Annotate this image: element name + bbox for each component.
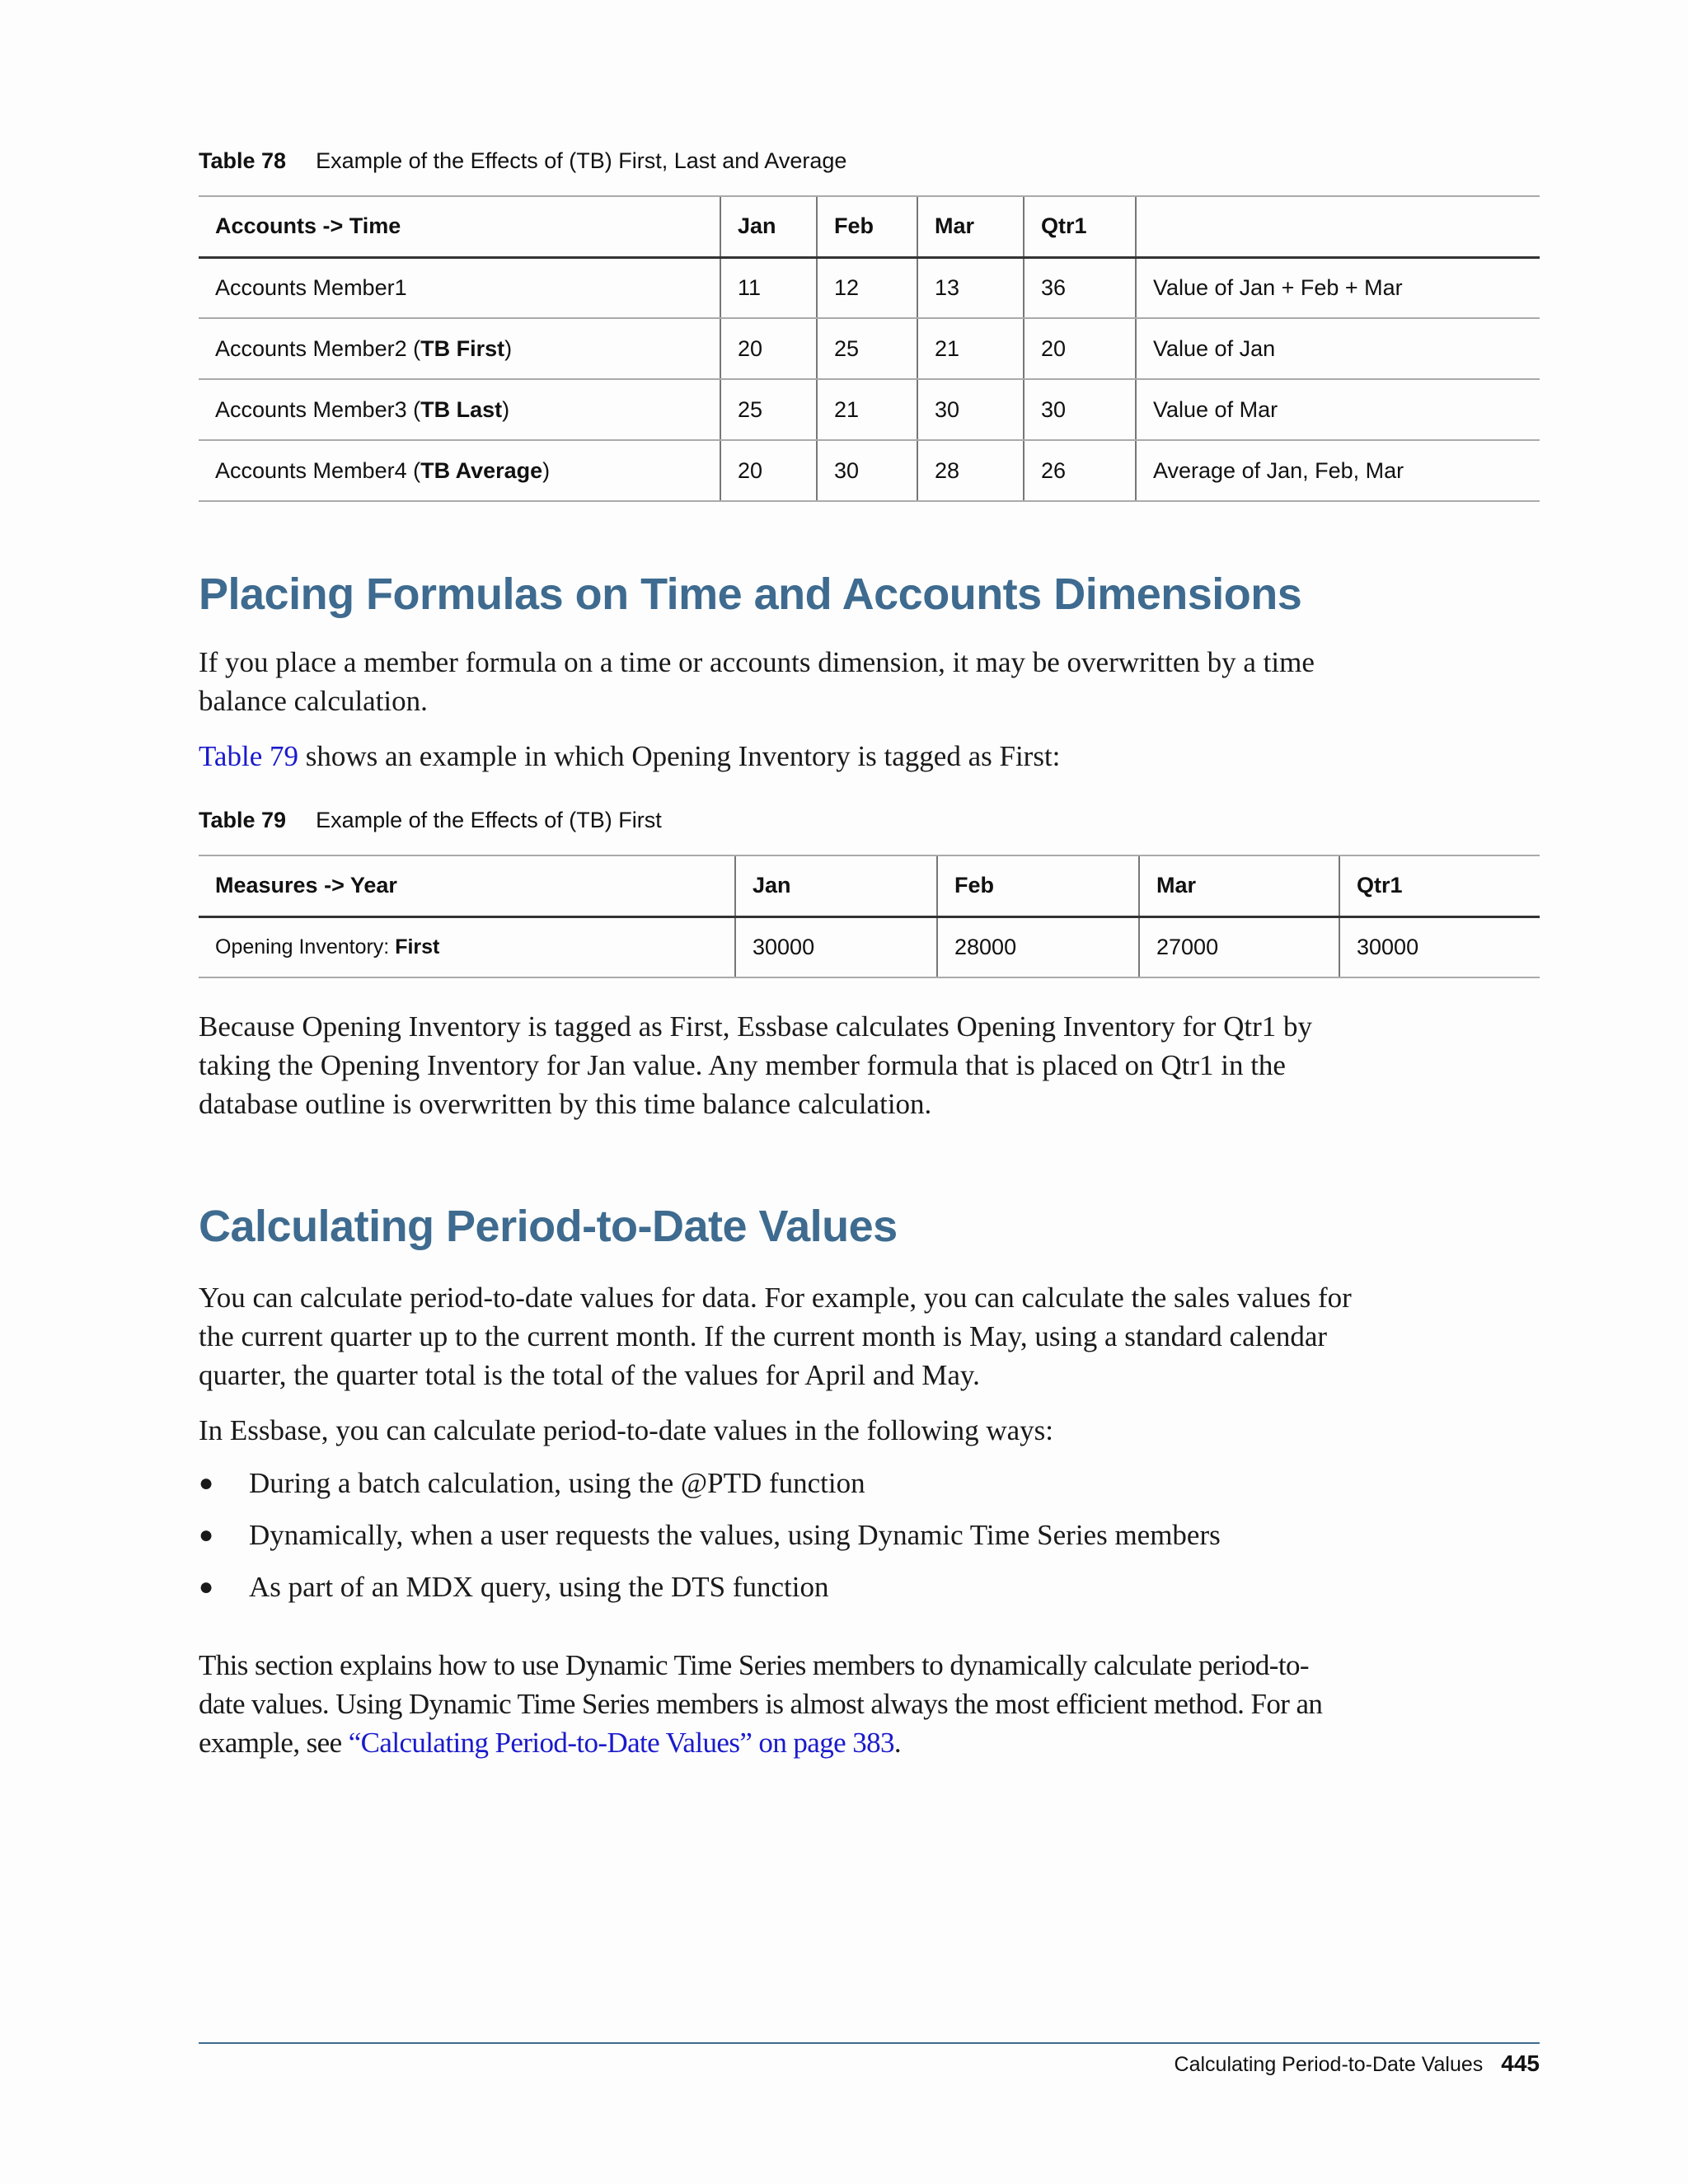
list-item: ● During a batch calculation, using the @PTD function [199,1460,1221,1512]
table-79-link[interactable]: Table 79 [199,740,298,772]
cell-mar: 28 [917,440,1024,501]
cell-note: Average of Jan, Feb, Mar [1136,440,1540,501]
table-79 [199,855,1540,978]
row-label: Opening Inventory: First [199,916,735,977]
row-label: Accounts Member2 (TB First) [199,318,720,379]
section-heading-placing-formulas: Placing Formulas on Time and Accounts Dimensions [199,569,1302,619]
page-footer [1175,2050,1540,2077]
paragraph: This section explains how to use Dynamic Time Series members to dynamically calculate period-to-date values. Using Dynamic Time Series members is almost always the most efficient method. For an example, see “Calculating Period-to-Date Values” on page 383. [199,1649,1323,1759]
table-header-row [199,196,1540,257]
cell-jan: 30000 [735,916,937,977]
cell-jan: 11 [720,257,817,318]
cell-mar: 21 [917,318,1024,379]
cell-note: Value of Jan [1136,318,1540,379]
section-heading-period-to-date: Calculating Period-to-Date Values [199,1202,898,1251]
header-qtr1: Qtr1 [1339,855,1540,916]
header-qtr1: Qtr1 [1024,196,1136,257]
cell-feb: 30 [817,440,917,501]
cell-qtr1: 20 [1024,318,1136,379]
paragraph: You can calculate period-to-date values for data. For example, you can calculate the sales values for the current quarter up to the current month. If the current month is May, using a standard calendar quarter, the quarter total is the total of the values for April and May. [199,1282,1352,1391]
header-feb: Feb [817,196,917,257]
paragraph: In Essbase, you can calculate period-to-date values in the following ways: [199,1414,1054,1446]
cell-qtr1: 36 [1024,257,1136,318]
cross-reference-link[interactable]: “Calculating Period-to-Date Values” on page 383 [348,1727,894,1759]
cell-mar: 27000 [1139,916,1339,977]
list-item: ● As part of an MDX query, using the DTS function [199,1564,1221,1616]
table-79-caption [199,808,662,833]
cell-mar: 13 [917,257,1024,318]
paragraph: Because Opening Inventory is tagged as First, Essbase calculates Opening Inventory for Qtr1 by taking the Opening Inventory for Jan value. Any member formula that is placed on Qtr1 in the database outline is overwritten by this time balance calculation. [199,1010,1313,1120]
row-label: Accounts Member4 (TB Average) [199,440,720,501]
table-row [199,257,1540,318]
cell-jan: 20 [720,318,817,379]
header-jan: Jan [720,196,817,257]
cell-qtr1: 30 [1024,379,1136,440]
cell-feb: 12 [817,257,917,318]
row-label: Accounts Member3 (TB Last) [199,379,720,440]
table-row [199,318,1540,379]
header-mar: Mar [917,196,1024,257]
bullet-icon: ● [199,1469,214,1497]
cell-mar: 30 [917,379,1024,440]
page-number: 445 [1501,2050,1540,2076]
table-row [199,916,1540,977]
table-78-title: Example of the Effects of (TB) First, Last and Average [316,148,847,173]
cell-jan: 20 [720,440,817,501]
cell-feb: 28000 [937,916,1139,977]
header-mar: Mar [1139,855,1339,916]
bullet-list [199,1460,1221,1616]
header-feb: Feb [937,855,1139,916]
table-78 [199,195,1540,502]
header-description [1136,196,1540,257]
header-jan: Jan [735,855,937,916]
header-accounts-time: Accounts -> Time [199,196,720,257]
table-row [199,440,1540,501]
table-79-title: Example of the Effects of (TB) First [316,808,662,832]
cell-jan: 25 [720,379,817,440]
footer-title: Calculating Period-to-Date Values [1174,2053,1484,2076]
table-78-caption [199,148,846,174]
paragraph: If you place a member formula on a time or accounts dimension, it may be overwritten by a time balance calculation. [199,646,1315,717]
footer-rule [199,2042,1540,2044]
cell-qtr1: 26 [1024,440,1136,501]
list-item: ● Dynamically, when a user requests the values, using Dynamic Time Series members [199,1512,1221,1564]
cell-qtr1: 30000 [1339,916,1540,977]
cell-feb: 21 [817,379,917,440]
bullet-icon: ● [199,1573,214,1601]
cell-note: Value of Jan + Feb + Mar [1136,257,1540,318]
paragraph: Table 79 shows an example in which Opening Inventory is tagged as First: [199,740,1061,772]
table-79-number: Table 79 [199,808,287,832]
table-row [199,379,1540,440]
cell-feb: 25 [817,318,917,379]
header-measures-year: Measures -> Year [199,855,735,916]
row-label: Accounts Member1 [199,257,720,318]
table-header-row [199,855,1540,916]
bullet-icon: ● [199,1521,214,1549]
table-78-number: Table 78 [199,148,287,173]
cell-note: Value of Mar [1136,379,1540,440]
